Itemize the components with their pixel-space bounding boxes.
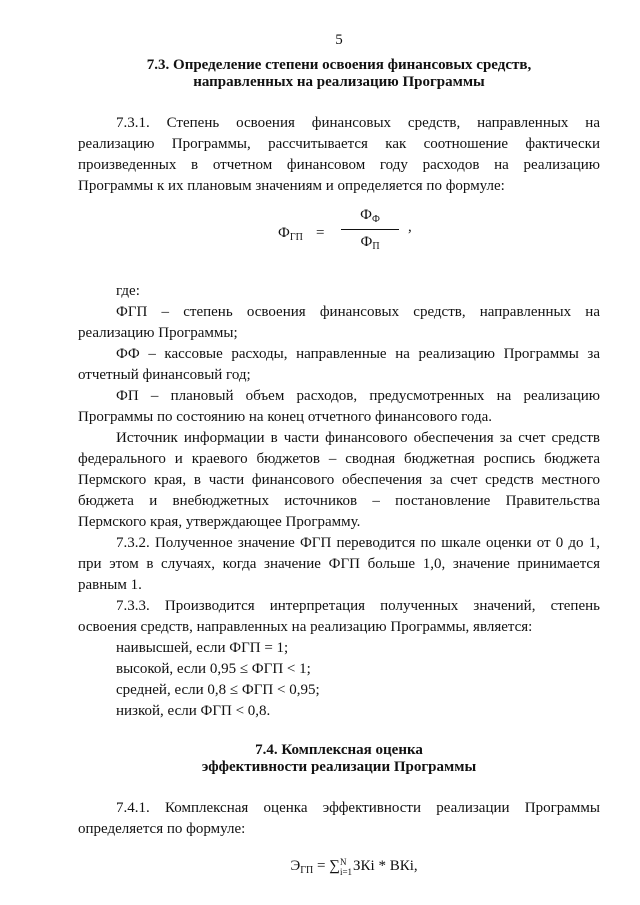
formula2-lhs-symbol: Э (290, 858, 301, 874)
paragraph-source: Источник информации в части финансового обеспечения за счет средств федерального и краевого бюджетов – сводная бюджетная роспись бюджета Пермского края, в части финансового обеспечения за счет средств местного бюджета и внебюджетных источников – постановление Правительства Пермского края, утверждающее Программу. (78, 430, 600, 530)
formula-fgp (78, 203, 600, 265)
formula2-rhs: ЗКi * ВКi, (353, 858, 418, 874)
definition-fp: ФП – плановый объем расходов, предусмотренных на реализацию Программы по состоянию на конец отчетного финансового года. (78, 388, 600, 425)
paragraph-7-3-3: 7.3.3. Производится интерпретация полученных значений, степень освоения средств, направленных на реализацию Программы, является: (78, 598, 600, 635)
sum-lower-limit: i=1 (339, 866, 353, 877)
formula-lhs-symbol: Ф (278, 225, 290, 241)
sum-symbol: ∑ (329, 858, 340, 874)
formula-denominator-subscript: П (372, 241, 380, 252)
paragraph-7-3-2: 7.3.2. Полученное значение ФГП переводится по шкале оценки от 0 до 1, при этом в случаях, когда значение ФГП больше 1,0, значение принимается равным 1. (78, 535, 600, 593)
where-label: где: (116, 283, 140, 299)
fraction-bar (341, 229, 399, 230)
section-7-4-title (78, 742, 600, 776)
formula-denominator-symbol: Ф (360, 234, 373, 250)
section-7-4-title-line2: эффективности реализации Программы (201, 759, 477, 775)
formula-lhs (278, 223, 303, 244)
formula-numerator-subscript: Ф (371, 214, 380, 225)
paragraph-7-3-1: 7.3.1. Степень освоения финансовых средств, направленных на реализацию Программы, рассчитывается как соотношение фактически произведенных в отчетном финансовом году расходов на реализацию Программы к их плановым значениям и определяется по формуле: (78, 115, 600, 194)
section-7-3-title-line1: 7.3. Определение степени освоения финансовых средств, (146, 57, 532, 73)
formula-numerator-symbol: Ф (360, 207, 372, 223)
levels-list (78, 638, 600, 722)
formula2-lhs-subscript: ГП (300, 865, 314, 876)
formula-egp (78, 856, 600, 877)
level-item: низкой, если ФГП < 0,8. (116, 703, 271, 719)
formula-numerator (341, 205, 399, 226)
formula-denominator (341, 232, 399, 253)
sum-limits (340, 857, 352, 877)
definition-ff: ФФ – кассовые расходы, направленные на реализацию Программы за отчетный финансовый год; (78, 346, 600, 383)
page-number: 5 (335, 32, 343, 48)
formula2-equals: = (313, 858, 330, 874)
formula-fraction (341, 205, 399, 253)
definition-fgp: ФГП – степень освоения финансовых средств, направленных на реализацию Программы; (78, 304, 600, 341)
level-item: наивысшей, если ФГП = 1; (116, 640, 289, 656)
level-item: средней, если 0,8 ≤ ФГП < 0,95; (116, 682, 320, 698)
section-7-3-title (78, 57, 600, 91)
formula-equals: = (316, 225, 325, 241)
paragraph-7-4-1: 7.4.1. Комплексная оценка эффективности реализации Программы определяется по формуле: (78, 800, 600, 837)
sum-upper-limit: N (339, 856, 347, 867)
section-7-3-title-line2: направленных на реализацию Программы (193, 74, 485, 90)
formula-comma: , (408, 219, 412, 235)
formula-lhs-subscript: ГП (289, 232, 303, 243)
section-7-4-title-line1: 7.4. Комплексная оценка (255, 742, 423, 758)
document-page (78, 30, 600, 877)
level-item: высокой, если 0,95 ≤ ФГП < 1; (116, 661, 311, 677)
